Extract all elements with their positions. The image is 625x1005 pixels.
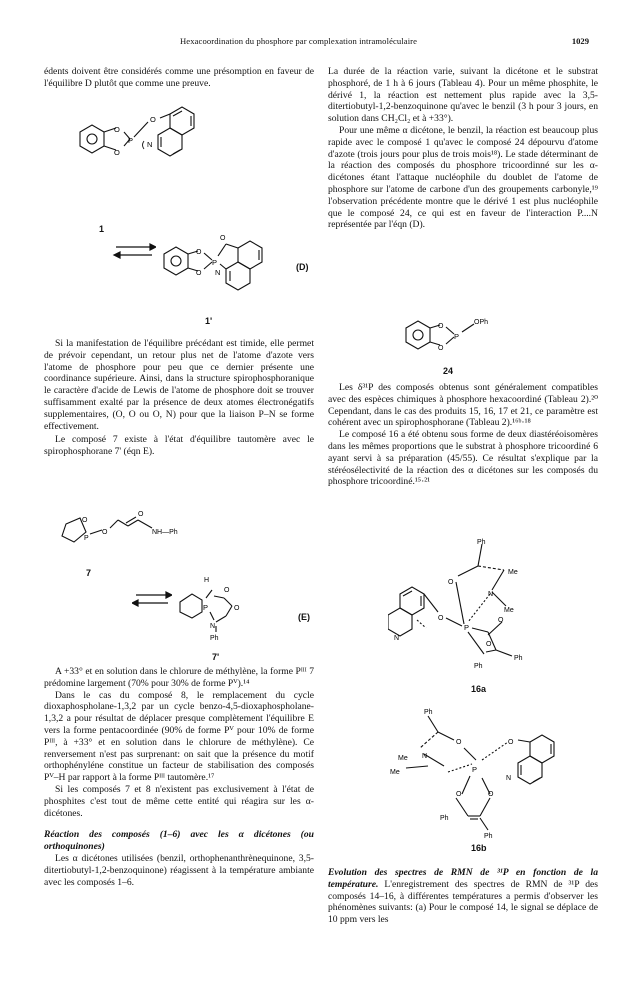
svg-text:H: H	[204, 577, 210, 584]
svg-text:N: N	[422, 753, 428, 760]
svg-text:O: O	[220, 235, 226, 242]
svg-text:N: N	[210, 623, 216, 630]
svg-text:P: P	[472, 765, 478, 774]
svg-text:O: O	[138, 511, 144, 518]
svg-text:O: O	[114, 125, 120, 134]
svg-text:O: O	[82, 517, 88, 524]
svg-text:NH—Ph: NH—Ph	[152, 529, 178, 536]
left-paragraph-top: édents doivent être considérés comme une présomption en faveur de l'équilibre D plutôt que comme une preuve.	[44, 66, 314, 89]
section-heading-evolution: Evolution des spectres de RMN de ³¹P en fonction de la température.	[328, 867, 598, 890]
right-paragraph-top: La durée de la réaction varie, suivant la dicétone et le substrat phosphoré, de 1 h à 6 jours (Tableau 4). Pour un même phosphite, le dérivé 1, la réaction est nettement plus rapide avec la 3,5-ditertiobutyl-1,2-benzoquinone qu'avec le benzil (3 h pour 3 jours, en solution dans CH₂Cl₂ et à +33°). Pour une même α dicétone, le benzil, la réaction est beaucoup plus rapide avec le composé 1 qu'avec le composé 24 dépourvu d'atome d'azote (trois jours pour plus de trois mois¹⁸). Le stade déterminant de la réaction des composés du phosphore tricoordinné sur les α-dicétones étant l'attaque nucléophile du doublet de l'atome de phosphore sur l'atome de carbone d'un des groupements carbonyle,¹⁹ l'observation précédente montre que le dérivé 1 est plus nucléophile que le composé 24, ce qui est en faveur de l'interaction P....N représentée par l'éqn (D).	[328, 66, 598, 231]
svg-text:O: O	[456, 739, 462, 746]
equation-d-label: (D)	[296, 262, 309, 272]
svg-text:Me: Me	[508, 569, 518, 576]
equation-e-label: (E)	[298, 612, 310, 622]
right-paragraph-bottom: Evolution des spectres de RMN de ³¹P en fonction de la température. L'enregistrement des spectres de RMN de ³¹P des composés 14–16, à différentes températures a permis d'observer les phénomènes suivants: (a) Pour le composé 14, le signal se déplace de 10 ppm vers les	[328, 867, 598, 926]
svg-text:Me: Me	[390, 769, 400, 776]
svg-text:O: O	[224, 587, 230, 594]
svg-text:P: P	[128, 136, 134, 145]
svg-text:O: O	[196, 249, 202, 256]
left-paragraph-manifestation: Si la manifestation de l'équilibre précédant est timide, elle permet de prévoir cependant, un retour plus net de l'atome d'azote vers l'atome de phosphore pour peu que ce dernier présente une coordinance supérieure. Ainsi, dans la structure spirophosphoranique le caractère d'acide de Lewis de l'atome de phosphore doit se trouver suffisamment exalté par la présence de deux atomes électronégatifs supplementaires, (O, O ou O, N) pour que la liaison P–N se forme effectivement. Le composé 7 existe à l'état d'équilibre tautomère avec le spirophosphorane 7' (éqn E).	[44, 338, 314, 458]
structure-7prime	[176, 572, 296, 650]
svg-text:N: N	[488, 591, 494, 598]
svg-text:O: O	[102, 529, 108, 536]
structure-7	[56, 510, 226, 560]
svg-text:O: O	[438, 323, 444, 330]
svg-text:OPh: OPh	[474, 319, 489, 326]
svg-text:P: P	[454, 332, 460, 341]
label-compound-16a: 16a	[471, 684, 487, 694]
svg-text:Me: Me	[504, 607, 514, 614]
svg-text:O: O	[448, 579, 454, 586]
label-compound-7: 7	[86, 568, 92, 578]
structure-24	[400, 306, 520, 364]
running-header	[0, 36, 625, 52]
svg-text:N: N	[394, 635, 400, 642]
structure-1	[70, 92, 240, 182]
svg-text:N: N	[215, 268, 221, 277]
svg-text:Me: Me	[398, 755, 408, 762]
svg-text:Ph: Ph	[210, 635, 219, 642]
svg-text:Ph: Ph	[474, 663, 483, 670]
svg-text:O: O	[508, 739, 514, 746]
svg-text:Ph: Ph	[514, 655, 523, 662]
label-compound-16b: 16b	[471, 843, 487, 853]
svg-text:N: N	[506, 775, 512, 782]
label-compound-1prime: 1'	[205, 316, 213, 326]
svg-text:O: O	[498, 617, 504, 624]
page-number: 1029	[571, 36, 589, 46]
svg-text:O: O	[196, 270, 202, 277]
left-paragraph-lower: A +33° et en solution dans le chlorure de méthylène, la forme Pᴵᴵᴵ 7 prédomine largement (70% pour 30% de forme Pⱽ).¹⁴ Dans le cas du composé 8, le remplacement du cycle dioxaphospholane-1,3,2 par un cycle benzo-4,5-dioxaphospholane-1,3,2 a pour résultat de déplacer presque complètement l'équilibre E vers la forme pentacoordinée (90% de forme Pⱽ pour 10% de forme Pᴵᴵᴵ, à +33° et en solution dans le chlorure de méthylène). Ce renversement n'est pas surprenant: on sait que la présence du motif orthophényléne constitue un facteur de stabilisation des composés Pⱽ–H par rapport à la forme Pᴵᴵᴵ tautomère.¹⁷ Si les composés 7 et 8 n'existent pas exclusivement à l'état de phosphites c'est tout de même cette entité qui réagira sur les α-dicétones. Réaction des composés (1–6) avec les α dicétones (ou orthoquinones) Les α dicétones utilisées (benzil, orthophenanthrènequinone, 3,5-ditertiobutyl-1,2-benzoquinone) réagissent à la température ambiante avec les composés 1–6.	[44, 666, 314, 888]
label-compound-1: 1	[99, 224, 105, 234]
svg-text:O: O	[150, 115, 156, 124]
svg-text:P: P	[84, 535, 89, 542]
right-paragraph-middle: Les δ³¹P des composés obtenus sont généralement compatibles avec des espèces chimiques à phosphore hexacoordiné (Tableau 2).²⁰ Cependant, dans le cas des produits 15, 16, 17 et 21, ce paramètre est cohérent avec un spirophosphorane (Tableau 2).¹⁶ᵇ·¹⁸ Le composé 16 a été obtenu sous forme de deux diastéréoisomères dans les mêmes proportions que le substrat à phosphore tricoordiné 6 ayant servi à sa préparation (45/55). Ce résultat s'explique par la stéréosélectivité de la réaction des α dicétones sur les composés du phosphore tricoordiné.¹⁵·²¹	[328, 382, 598, 488]
svg-text:Ph: Ph	[424, 709, 433, 716]
svg-text:P: P	[212, 258, 218, 267]
equilibrium-arrows-d	[112, 238, 156, 264]
svg-text:O: O	[488, 791, 494, 798]
svg-text:O: O	[234, 605, 240, 612]
equilibrium-arrows-e	[132, 588, 172, 610]
label-compound-7prime: 7'	[212, 652, 220, 662]
svg-text:Ph: Ph	[440, 815, 449, 822]
svg-text:O: O	[456, 791, 462, 798]
label-compound-24: 24	[443, 366, 454, 376]
svg-text:P: P	[464, 623, 470, 632]
svg-text:Ph: Ph	[484, 833, 493, 840]
svg-text:O: O	[486, 641, 492, 648]
svg-text:P: P	[203, 603, 209, 612]
svg-text:Ph: Ph	[477, 539, 486, 546]
structure-16a	[388, 536, 558, 682]
running-title: Hexacoordination du phosphore par complexation intramoléculaire	[180, 36, 418, 46]
section-heading-reaction: Réaction des composés (1–6) avec les α dicétones (ou orthoquinones)	[44, 829, 314, 853]
structure-1prime	[160, 226, 300, 302]
svg-text:O: O	[438, 615, 444, 622]
structure-16b	[384, 702, 594, 840]
svg-text:O: O	[438, 345, 444, 352]
svg-text:N: N	[147, 140, 153, 149]
svg-text:O: O	[114, 148, 120, 157]
